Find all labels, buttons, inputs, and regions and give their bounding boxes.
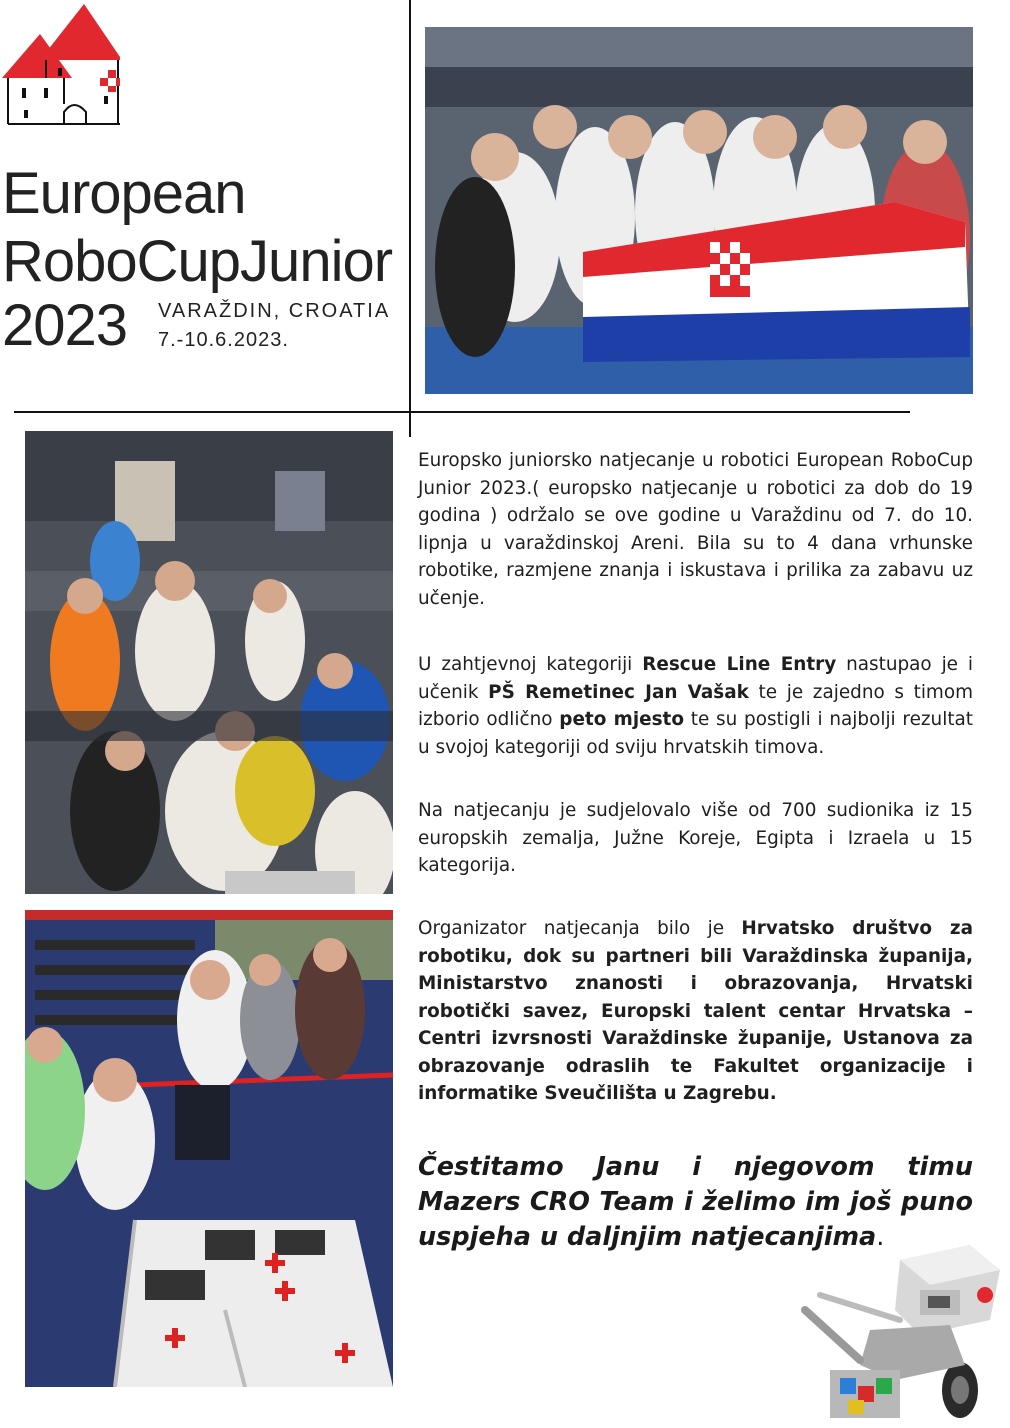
category-name: Rescue Line Entry xyxy=(642,654,837,675)
logo-year: 2023 xyxy=(2,293,128,358)
student-name: PŠ Remetinec Jan Vašak xyxy=(488,681,749,703)
article-paragraph-intro: Europsko juniorsko natjecanje u robotici European RoboCup Junior 2023.( europsko natjecanje u robotici za dob do 19 godina ) održalo se ove godine u Varaždinu od 7. do 10. lipnja u varaždinskoj Areni. Bila su to 4 dana vrhunske robotike, razmjene znanja i iskustava i prilika za zabavu uz učenje. xyxy=(418,450,973,609)
lego-robot-icon xyxy=(800,1240,1010,1425)
logo-location: VARAŽDIN, CROATIA xyxy=(158,300,391,322)
castle-logo-icon xyxy=(0,0,120,130)
placement: peto mjesto xyxy=(559,709,684,730)
para4-text-1: Organizator natjecanja bilo je xyxy=(418,918,742,939)
article-paragraph-participants: Na natjecanju je sudjelovalo više od 700 sudionika iz 15 europskih zemalja, Južne Koreje, Egipta i Izraela u 15 kategorija. xyxy=(418,800,973,876)
para2-text-4: te su postigli i najbolji rezultat u svojoj kategoriji od sviju hrvatskih timova. xyxy=(418,709,974,758)
closing-text: Čestitamo Janu i njegovom timu Mazers CRO Team i želimo im još puno uspjeha u daljnjim natjecanjima xyxy=(418,1152,973,1252)
vertical-divider xyxy=(409,0,411,437)
closing-period: . xyxy=(876,1222,885,1252)
para2-text-3: te je zajedno s timom izborio odlično xyxy=(418,681,974,730)
logo-title-line1: European xyxy=(2,161,246,226)
article-paragraph-result xyxy=(418,651,973,761)
photo-competition-hall xyxy=(25,431,393,894)
logo-title-line2: RoboCupJunior xyxy=(2,229,393,294)
para2-text-1: U zahtjevnoj kategoriji xyxy=(418,654,643,675)
horizontal-divider xyxy=(14,411,910,413)
organizers-list: Hrvatsko društvo za robotiku, dok su partneri bili Varaždinska županija, Ministarstvo znanosti i obrazovanja, Hrvatski robotički savez, Europski talent centar Hrvatska – Centri izvrsnosti Varaždinske županije, Ustanova za obrazovanje odraslih te Fakultet organizacije i informatike Sveučilišta u Zagrebu. xyxy=(418,918,974,1104)
article-paragraph-organizers xyxy=(418,915,973,1108)
photo-team-flag xyxy=(425,27,973,394)
logo-dates: 7.-10.6.2023. xyxy=(158,329,289,351)
photo-rescue-maze xyxy=(25,910,393,1387)
para2-text-2: nastupao je i učenik xyxy=(418,654,973,703)
